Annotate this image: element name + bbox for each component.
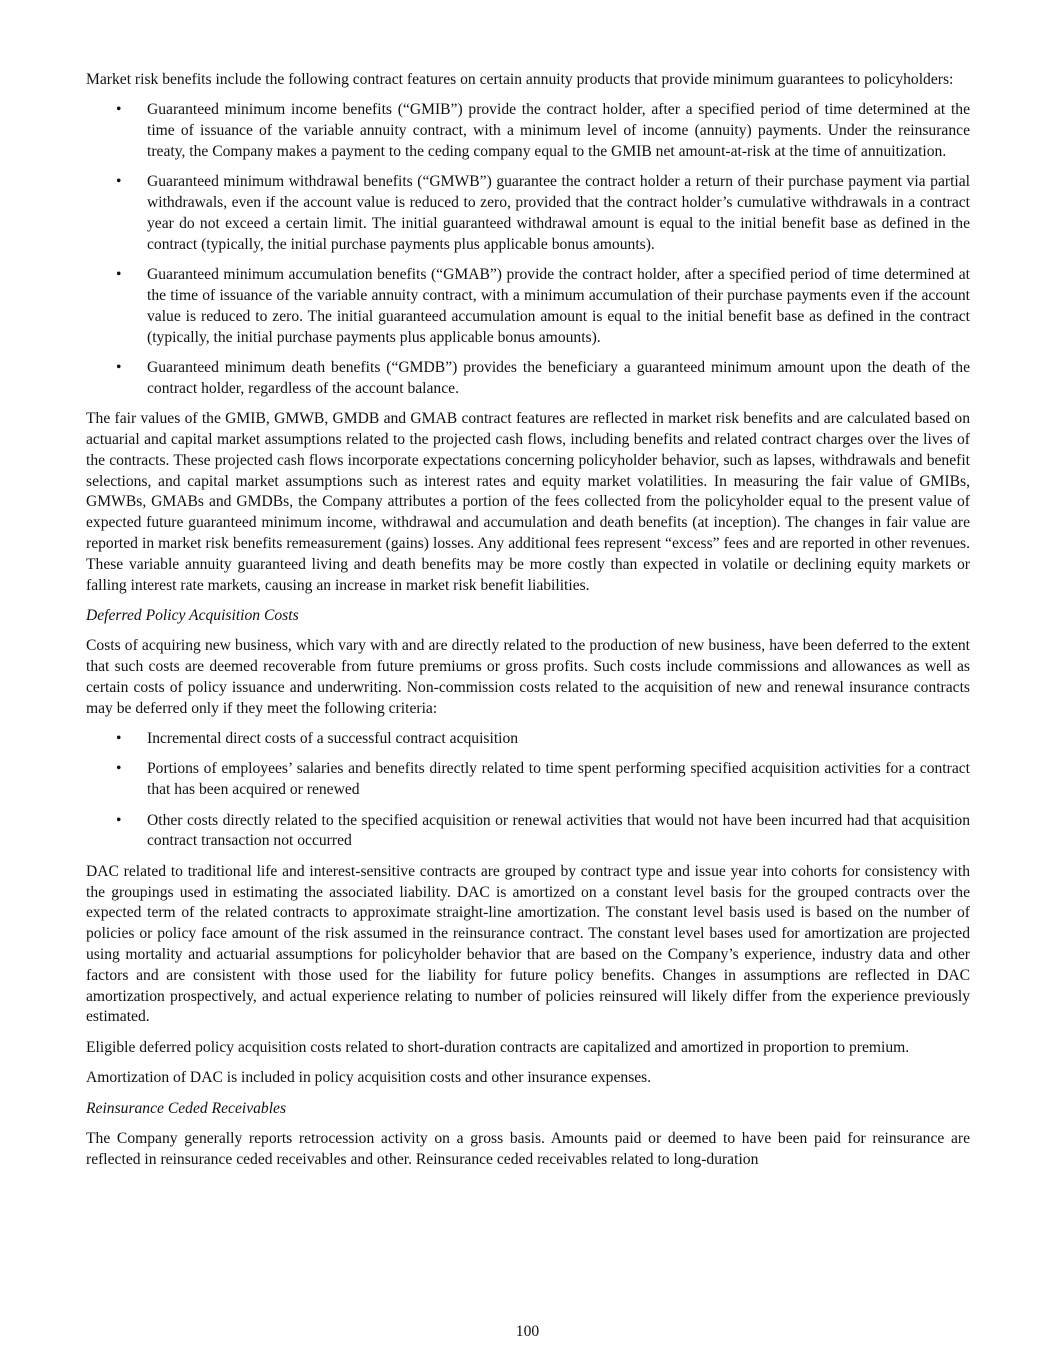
paragraph-dac-grouping: DAC related to traditional life and interest-sensitive contracts are grouped by contract type and issue year into cohorts for consistency with the groupings used in estimating the associated liability. DAC is amortized on a constant level basis for the grouped contracts over the expected term of the related contracts to approximate straight-line amortization. The constant level basis used is based on the number of policies or policy face amount of the risk assumed in the reinsurance contract. The constant level bases used for amortization are projected using mortality and actuarial assumptions for policyholder behavior that are based on the Company’s experience, industry data and other factors and are consistent with those used for the liability for future policy benefits. Changes in assumptions are reflected in DAC amortization prospectively, and actual experience relating to number of policies reinsured will likely differ from the experience previously estimated. [86, 862, 970, 1026]
paragraph-dac-costs: Costs of acquiring new business, which vary with and are directly related to the production of new business, have been deferred to the extent that such costs are deemed recoverable from future premiums or gross profits. Such costs include commissions and allowances as well as certain costs of policy issuance and underwriting. Non-commission costs related to the acquisition of new and renewal insurance contracts may be deferred only if they meet the following criteria: [86, 637, 970, 717]
paragraph-short-duration: Eligible deferred policy acquisition costs related to short-duration contracts are capitalized and amortized in proportion to premium. [86, 1038, 910, 1056]
bullet-icon: • [116, 266, 122, 284]
bullet-icon: • [116, 358, 122, 376]
list-item-text: Other costs directly related to the specified acquisition or renewal activities that would not have been incurred had that acquisition contract transaction not occurred [147, 811, 970, 850]
market-risk-benefits-list [86, 100, 970, 399]
bullet-icon: • [116, 730, 122, 748]
paragraph-market-risk-intro: Market risk benefits include the following contract features on certain annuity products that provide minimum guarantees to policyholders: [86, 71, 954, 88]
list-item-text: Guaranteed minimum income benefits (“GMIB”) provide the contract holder, after a specified period of time determined at the time of issuance of the variable annuity contract, with a minimum level of income (annuity) payments. Under the reinsurance treaty, the Company makes a payment to the ceding company equal to the GMIB net amount-at-risk at the time of annuitization. [147, 101, 970, 160]
list-item [86, 759, 970, 801]
section-heading-reinsurance: Reinsurance Ceded Receivables [86, 1099, 287, 1117]
paragraph-fair-values: The fair values of the GMIB, GMWB, GMDB and GMAB contract features are reflected in market risk benefits and are calculated based on actuarial and capital market assumptions related to the projected cash flows, including benefits and related contract charges over the lives of the contracts. These projected cash flows incorporate expectations concerning policyholder behavior, such as lapses, withdrawals and benefit selections, and capital market assumptions such as interest rates and equity market volatilities. In measuring the fair value of GMIBs, GMWBs, GMABs and GMDBs, the Company attributes a portion of the fees collected from the policyholder equal to the present value of expected future guaranteed minimum income, withdrawal and accumulation and death benefits (at inception). The changes in fair value are reported in market risk benefits remeasurement (gains) losses. Any additional fees represent “excess” fees and are reported in other revenues. These variable annuity guaranteed living and death benefits may be more costly than expected in volatile or declining equity markets or falling interest rate markets, causing an increase in market risk benefit liabilities. [86, 410, 970, 594]
dac-criteria-list [86, 729, 970, 852]
list-item [86, 811, 970, 853]
list-item [86, 172, 970, 255]
paragraph-dac-amortization: Amortization of DAC is included in policy acquisition costs and other insurance expenses. [86, 1069, 652, 1087]
list-item [86, 100, 970, 162]
bullet-icon: • [116, 101, 122, 119]
list-item-text: Guaranteed minimum death benefits (“GMDB”) provides the beneficiary a guaranteed minimum amount upon the death of the contract holder, regardless of the account balance. [147, 358, 970, 397]
section-heading-dac: Deferred Policy Acquisition Costs [86, 606, 299, 624]
bullet-icon: • [116, 173, 122, 191]
document-body [86, 70, 970, 1180]
list-item-text: Portions of employees’ salaries and benefits directly related to time spent performing specified acquisition activities for a contract that has been acquired or renewed [147, 760, 970, 799]
page-number: 100 [515, 1323, 540, 1340]
bullet-icon: • [116, 760, 122, 778]
paragraph-reinsurance: The Company generally reports retrocession activity on a gross basis. Amounts paid or deemed to have been paid for reinsurance are reflected in reinsurance ceded receivables and other. Reinsurance ceded receivables related to long-duration [86, 1129, 970, 1168]
list-item [86, 729, 970, 750]
list-item-text: Guaranteed minimum withdrawal benefits (“GMWB”) guarantee the contract holder a return of their purchase payment via partial withdrawals, even if the account value is reduced to zero, provided that the contract holder’s cumulative withdrawals in a contract year do not exceed a certain limit. The initial guaranteed withdrawal amount is equal to the initial benefit base as defined in the contract (typically, the initial purchase payments plus applicable bonus amounts). [147, 173, 970, 253]
list-item-text: Guaranteed minimum accumulation benefits (“GMAB”) provide the contract holder, after a specified period of time determined at the time of issuance of the variable annuity contract, with a minimum accumulation of their purchase payments even if the account value is reduced to zero. The initial guaranteed accumulation amount is equal to the initial benefit base as defined in the contract (typically, the initial purchase payments plus applicable bonus amounts). [147, 266, 970, 346]
list-item-text: Incremental direct costs of a successful contract acquisition [147, 730, 519, 748]
list-item [86, 358, 970, 400]
list-item [86, 265, 970, 348]
bullet-icon: • [116, 811, 122, 829]
